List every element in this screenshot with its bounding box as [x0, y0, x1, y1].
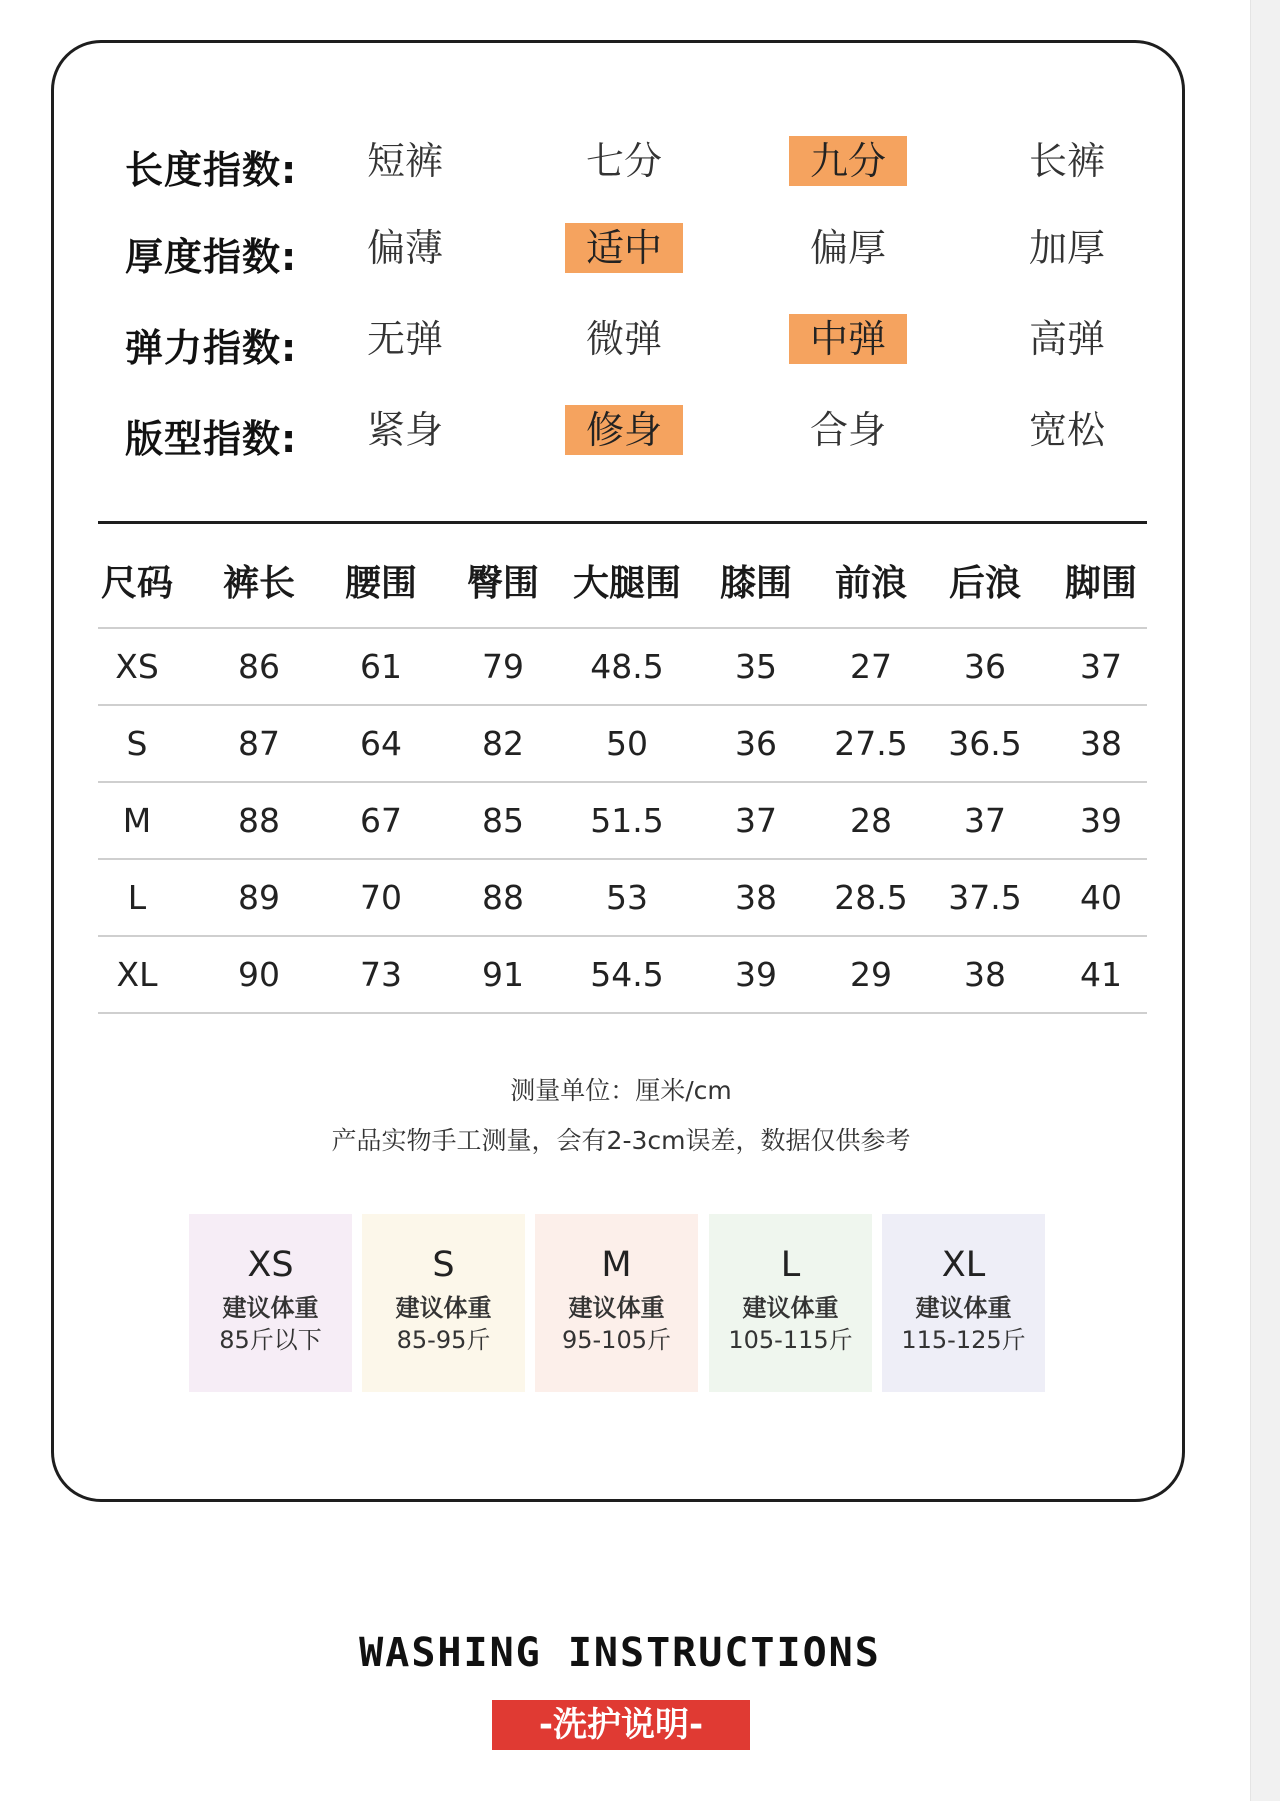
table-cell-size: XL	[116, 955, 158, 994]
index-row-fit	[54, 400, 1188, 460]
column-header: 脚围	[1064, 563, 1137, 604]
table-cell: 70	[360, 878, 402, 917]
weight-box-xl	[882, 1214, 1045, 1392]
washing-instructions-subtitle: -洗护说明-	[492, 1700, 750, 1750]
table-cell: 88	[482, 878, 524, 917]
index-option: 宽松	[1028, 408, 1105, 452]
table-cell: 27.5	[834, 724, 908, 763]
page-right-margin	[1250, 0, 1280, 1801]
index-option-selected: 修身	[565, 405, 683, 455]
washing-instructions-title: WASHING INSTRUCTIONS	[359, 1630, 881, 1676]
weight-size: S	[432, 1245, 455, 1285]
table-cell: 27	[850, 647, 892, 686]
table-cell: 28	[850, 801, 892, 840]
column-header: 腰围	[344, 563, 417, 604]
table-cell: 29	[850, 955, 892, 994]
index-option: 加厚	[1028, 226, 1105, 270]
table-cell: 79	[482, 647, 524, 686]
weight-label: 建议体重	[915, 1294, 1012, 1322]
table-cell: 90	[238, 955, 280, 994]
weight-range: 95-105斤	[561, 1326, 671, 1354]
table-top-rule	[98, 521, 1147, 524]
table-cell-size: L	[127, 878, 147, 917]
index-option: 高弹	[1028, 317, 1105, 361]
row-divider	[98, 935, 1147, 937]
index-option: 微弹	[585, 317, 662, 361]
index-option: 短裤	[366, 139, 443, 183]
size-guide-card	[51, 40, 1185, 1502]
column-header: 膝围	[719, 563, 792, 604]
weight-box-m	[535, 1214, 698, 1392]
weight-size: XL	[941, 1245, 986, 1285]
index-label: 版型指数:	[125, 417, 298, 461]
column-header: 臀围	[466, 563, 539, 604]
index-label: 厚度指数:	[125, 235, 298, 279]
index-row-elasticity	[54, 309, 1188, 369]
index-option: 紧身	[366, 408, 443, 452]
row-divider	[98, 781, 1147, 783]
table-cell: 50	[606, 724, 648, 763]
table-cell: 36	[964, 647, 1006, 686]
table-cell: 36	[735, 724, 777, 763]
table-cell: 48.5	[590, 647, 664, 686]
index-option: 合身	[809, 408, 886, 452]
table-cell: 28.5	[834, 878, 908, 917]
weight-box-s	[362, 1214, 525, 1392]
table-cell: 38	[735, 878, 777, 917]
column-header: 大腿围	[572, 563, 681, 604]
table-cell: 39	[1080, 801, 1122, 840]
weight-size: XS	[247, 1245, 294, 1285]
table-cell: 67	[360, 801, 402, 840]
table-cell: 82	[482, 724, 524, 763]
measurement-unit-note: 测量单位：厘米/cm	[510, 1076, 732, 1105]
table-cell-size: S	[126, 724, 148, 763]
weight-size: L	[780, 1245, 801, 1285]
table-cell: 53	[606, 878, 648, 917]
table-cell: 87	[238, 724, 280, 763]
weight-range: 85斤以下	[219, 1326, 322, 1354]
table-cell: 38	[1080, 724, 1122, 763]
weight-label: 建议体重	[222, 1294, 319, 1322]
weight-range: 85-95斤	[396, 1326, 491, 1354]
column-header: 裤长	[222, 563, 295, 604]
table-cell: 35	[735, 647, 777, 686]
table-cell: 86	[238, 647, 280, 686]
table-cell-size: XS	[115, 647, 159, 686]
column-header: 后浪	[948, 563, 1021, 604]
table-cell-size: M	[122, 801, 152, 840]
index-option-selected: 适中	[565, 223, 683, 273]
row-divider	[98, 1012, 1147, 1014]
row-divider	[98, 627, 1147, 629]
weight-size: M	[601, 1245, 632, 1285]
weight-range: 115-125斤	[901, 1326, 1026, 1354]
weight-box-l	[709, 1214, 872, 1392]
table-cell: 38	[964, 955, 1006, 994]
weight-label: 建议体重	[395, 1294, 492, 1322]
table-cell: 41	[1080, 955, 1122, 994]
index-label: 长度指数:	[125, 148, 298, 192]
table-cell: 37	[1080, 647, 1122, 686]
row-divider	[98, 858, 1147, 860]
column-header: 前浪	[834, 563, 907, 604]
table-cell: 37	[964, 801, 1006, 840]
table-cell: 51.5	[590, 801, 664, 840]
index-label: 弹力指数:	[125, 326, 298, 370]
index-option: 无弹	[366, 317, 443, 361]
weight-box-xs	[189, 1214, 352, 1392]
table-cell: 40	[1080, 878, 1122, 917]
table-cell: 37.5	[948, 878, 1022, 917]
index-option-selected: 中弹	[789, 314, 907, 364]
index-row-length	[54, 131, 1188, 191]
index-row-thickness	[54, 218, 1188, 278]
index-option: 长裤	[1028, 139, 1105, 183]
table-cell: 85	[482, 801, 524, 840]
weight-label: 建议体重	[742, 1294, 839, 1322]
table-cell: 36.5	[948, 724, 1022, 763]
table-cell: 89	[238, 878, 280, 917]
table-cell: 37	[735, 801, 777, 840]
table-cell: 73	[360, 955, 402, 994]
table-cell: 88	[238, 801, 280, 840]
index-option: 七分	[585, 139, 662, 183]
table-cell: 39	[735, 955, 777, 994]
index-option: 偏薄	[366, 226, 443, 270]
index-option: 偏厚	[809, 226, 886, 270]
weight-range: 105-115斤	[728, 1326, 853, 1354]
row-divider	[98, 704, 1147, 706]
table-cell: 91	[482, 955, 524, 994]
table-cell: 64	[360, 724, 402, 763]
index-option-selected: 九分	[789, 136, 907, 186]
measurement-disclaimer: 产品实物手工测量，会有2-3cm误差，数据仅供参考	[331, 1126, 911, 1155]
table-cell: 54.5	[590, 955, 664, 994]
column-header: 尺码	[100, 563, 173, 604]
table-cell: 61	[360, 647, 402, 686]
weight-label: 建议体重	[568, 1294, 665, 1322]
